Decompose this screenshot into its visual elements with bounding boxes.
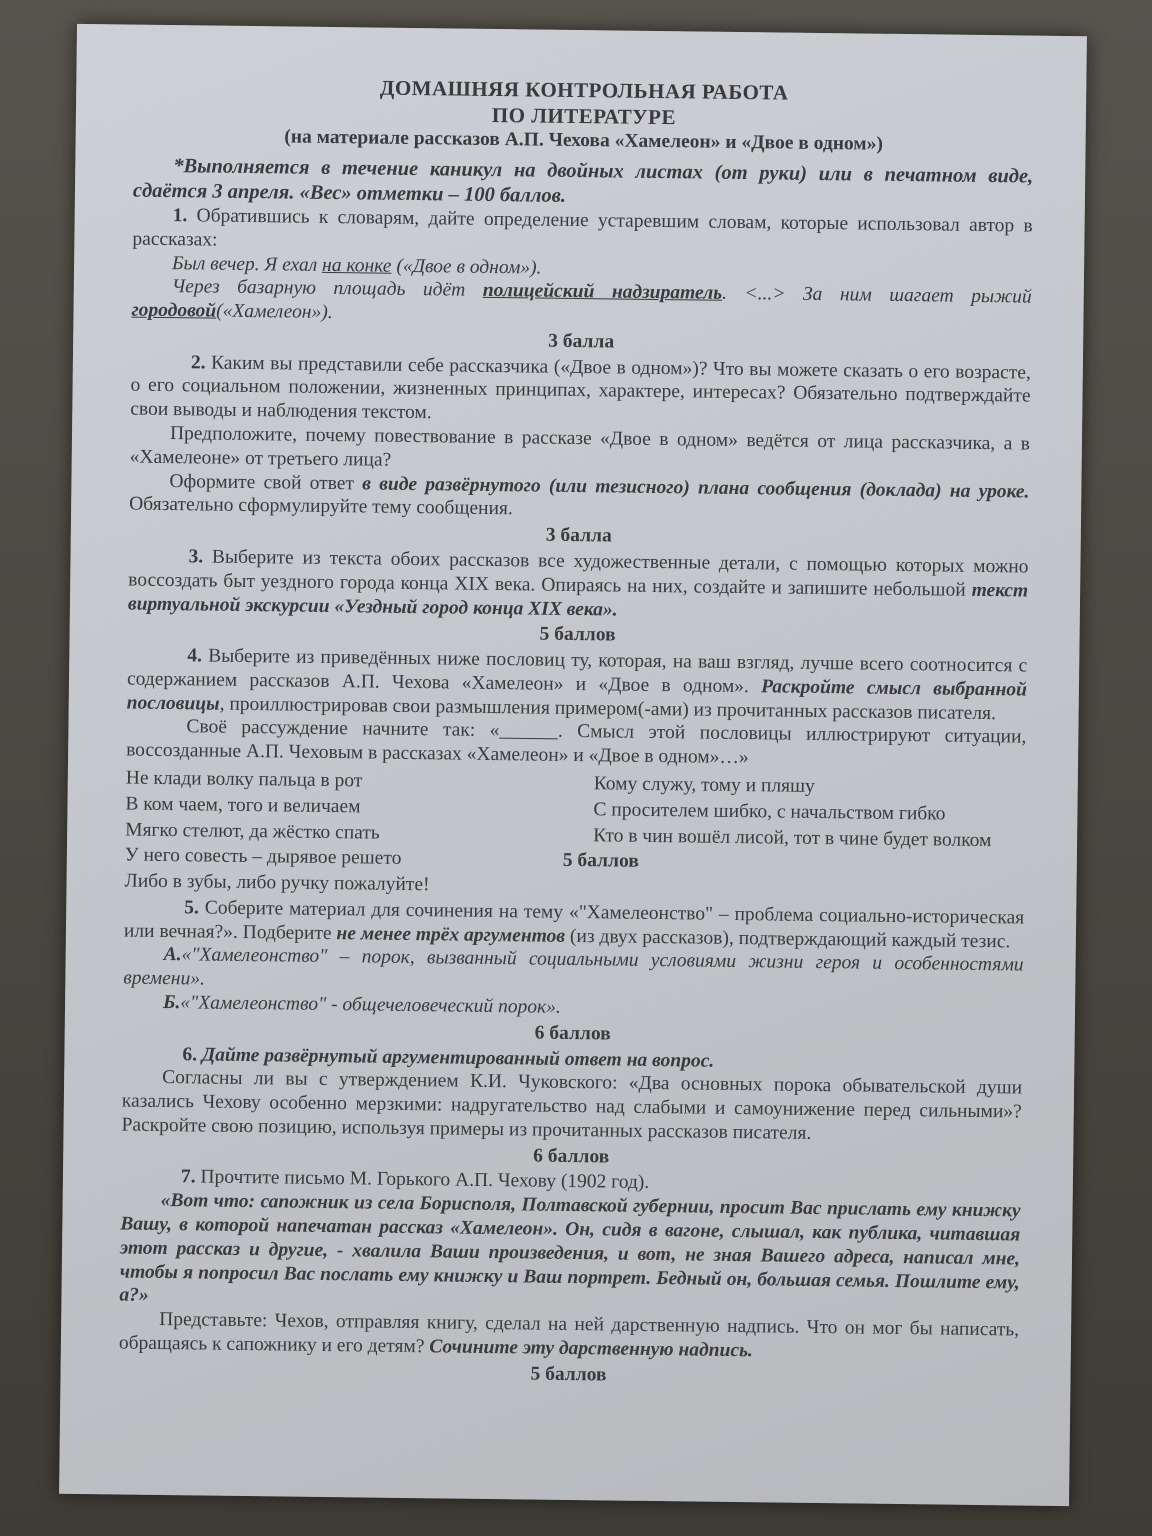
gorky-letter: «Вот что: сапожник из села Борисполя, Полтавской губернии, просит Вас прислать ему книжку Вашу, в которой напечатан рассказ «Хамелеон». Он, сидя в вагоне, слышал, как публика, читавшая этот рассказ и другие, - хвалила Ваши произведения, и вот, не зная Вашего адреса, написал мне, чтобы я попросил Вас послать ему книжку и Ваш портрет. Бедный он, большая семья. Пошлите ему, а?» xyxy=(119,1190,1021,1307)
task-2-paragraph-2: Предположите, почему повествование в рассказе «Двое в одном» ведётся от лица рассказчика, а в «Хамелеоне» от третьего лица? xyxy=(129,423,1031,471)
task-2-number: 2. xyxy=(190,351,206,374)
example-1-source: («Двое в одном»). xyxy=(391,255,542,279)
task-5-text: Соберите материал для сочинения на тему «"Хамелеонство" – проблема социально-историческая или вечная?». Подберите xyxy=(123,897,1025,944)
paper-sheet xyxy=(59,24,1087,1506)
task-4-score: 5 баллов xyxy=(562,850,639,873)
task-6-text: Согласны ли вы с утверждением К.И. Чуковского: «Два основных порока обывательской души казались Чехову особенно мерзкими: надругательство над слабыми и самоунижение перед сильными»? Раскройте свою позицию, используя примеры из прочитанных рассказов писателя. xyxy=(121,1067,1023,1144)
task-1-text: Обратившись к словарям, дайте определение устаревшим словам, которые использовал автор в рассказах: xyxy=(132,205,1033,251)
task-6-emphasis: Дайте развёрнутый аргументированный ответ на вопрос. xyxy=(201,1044,715,1072)
title-line-1: ДОМАШНЯЯ КОНТРОЛЬНАЯ РАБОТА xyxy=(379,75,789,105)
task-3-score: 5 баллов xyxy=(539,623,616,646)
example-2-source: («Хамелеон»). xyxy=(216,300,333,324)
task-3-number: 3. xyxy=(188,546,204,568)
task-5-number: 5. xyxy=(184,897,199,919)
proverb-item: У него совесть – дырявое решето xyxy=(124,844,402,870)
document-header xyxy=(134,73,1035,159)
task-7-number: 7. xyxy=(180,1166,196,1188)
thesis-b-label: Б. xyxy=(162,992,181,1014)
task-7-text: Прочтите письмо М. Горького А.П. Чехову (1902 год). xyxy=(200,1166,650,1194)
task-7-emphasis: Сочините эту дарственную надпись. xyxy=(429,1336,753,1362)
task-2-p3-text-end: Обязательно сформулируйте тему сообщения. xyxy=(129,493,513,520)
task-4-text-end: , проиллюстрировав свои размышления примером(-ами) из прочитанных рассказов писателя. xyxy=(219,693,997,724)
proverbs-right-column xyxy=(562,772,1026,906)
task-2-text: Каким вы представили себе рассказчика («Двое в одном»)? Что вы можете сказать о его возрасте, о его социальном положении, жизненных принципах, характере, интересах? Обязательно подтверждайте свои выводы и наблюдения текстом. xyxy=(130,352,1031,424)
example-2-text-cont: . <...> За ним шагает рыжий xyxy=(721,283,1032,308)
proverb-item: В ком чаем, того и величаем xyxy=(125,793,361,818)
thesis-a-text: «"Хамелеонство" – порок, вызванный социальными условиями жизни героя и особенностями времени». xyxy=(123,944,1024,990)
proverb-item: Либо в зубы, либо ручку пожалуйте! xyxy=(124,870,430,896)
task-7-score: 5 баллов xyxy=(530,1363,607,1386)
task-2-score: 3 балла xyxy=(545,524,612,547)
proverb-item: Кто в чин вошёл лисой, тот в чине будет волком xyxy=(593,824,992,851)
example-2-word: полицейский надзиратель xyxy=(482,280,723,305)
task-7-paragraph-2 xyxy=(119,1308,1020,1367)
task-1-score: 3 балла xyxy=(548,330,615,353)
instruction-note: *Выполняется в течение каникул на двойных листах (от руки) или в печатном виде, сдаётся 3 апреля. «Вес» отметки – 100 баллов. xyxy=(132,155,1034,207)
task-2-paragraph-3 xyxy=(129,469,1030,528)
subtitle: (на материале рассказов А.П. Чехова «Хамелеон» и «Двое в одном») xyxy=(284,126,884,155)
example-2-word-2: городовой xyxy=(131,299,217,322)
task-2-p3-emphasis: в виде развёрнутого (или тезисного) плана сообщения (доклада) на уроке. xyxy=(362,472,1030,503)
task-4-paragraph-2: Своё рассуждение начните так: «______. Смысл этой пословицы иллюстрируют ситуации, воссозданные А.П. Чеховым в рассказах «Хамелеон» и «Двое в одном»…» xyxy=(126,716,1027,769)
task-3-text: Выберите из текста обоих рассказов все художественные детали, с помощью которых можно воссоздать быт уездного города конца XIX века. Опираясь на них, создайте и запишите небольшой xyxy=(128,546,1029,601)
proverbs-left-column xyxy=(124,767,558,901)
task-5-emphasis: не менее трёх аргументов xyxy=(336,922,566,947)
task-1-example-2 xyxy=(131,275,1032,334)
thesis-a-label: А. xyxy=(163,944,182,966)
document-content xyxy=(118,73,1034,1394)
proverb-item: Мягко стелют, да жёстко спать xyxy=(125,819,380,844)
example-2-text: Через базарную площадь идёт xyxy=(171,276,483,302)
task-4-text: Выберите из приведённых ниже пословиц ту, которая, на ваш взгляд, лучше всего соотносится с содержанием рассказов А.П. Чехова «Хамелеон» и «Двое в одном». xyxy=(126,645,1028,698)
proverbs-list xyxy=(124,767,1026,907)
task-4 xyxy=(127,644,1028,726)
task-3 xyxy=(128,544,1029,626)
example-1-text: Был вечер. Я ехал xyxy=(171,252,323,276)
task-5-score: 6 баллов xyxy=(534,1022,611,1045)
example-1-word: на конке xyxy=(321,254,392,277)
task-4-number: 4. xyxy=(187,645,203,667)
task-1-number: 1. xyxy=(172,205,188,227)
task-5-text-end: (из двух рассказов), подтверждающий каждый тезис. xyxy=(564,925,1011,953)
proverb-item: С просителем шибко, с начальством гибко xyxy=(593,799,946,825)
proverb-item: Кому служу, тому и пляшу xyxy=(593,773,815,797)
task-3-emphasis: текст виртуальной экскурсии «Уездный город конца XIX века». xyxy=(127,579,1029,621)
proverb-item: Не клади волку пальца в рот xyxy=(125,767,363,792)
task-6-number: 6. xyxy=(182,1043,198,1065)
task-2 xyxy=(130,350,1031,432)
title-line-2: ПО ЛИТЕРАТУРЕ xyxy=(491,102,677,129)
task-4-emphasis: Раскройте смысл выбранной пословицы xyxy=(126,676,1028,715)
task-2-p3-text: Оформите свой ответ xyxy=(169,470,363,494)
task-6-score: 6 баллов xyxy=(533,1145,610,1168)
thesis-b-text: «"Хамелеонство" - общечеловеческий порок». xyxy=(180,992,561,1018)
task-7-p2-text: Представьте: Чехов, отправляя книгу, сделал на ней дарственную надпись. Что он мог бы написать, обращаясь к сапожнику и его детям? xyxy=(118,1309,1020,1358)
